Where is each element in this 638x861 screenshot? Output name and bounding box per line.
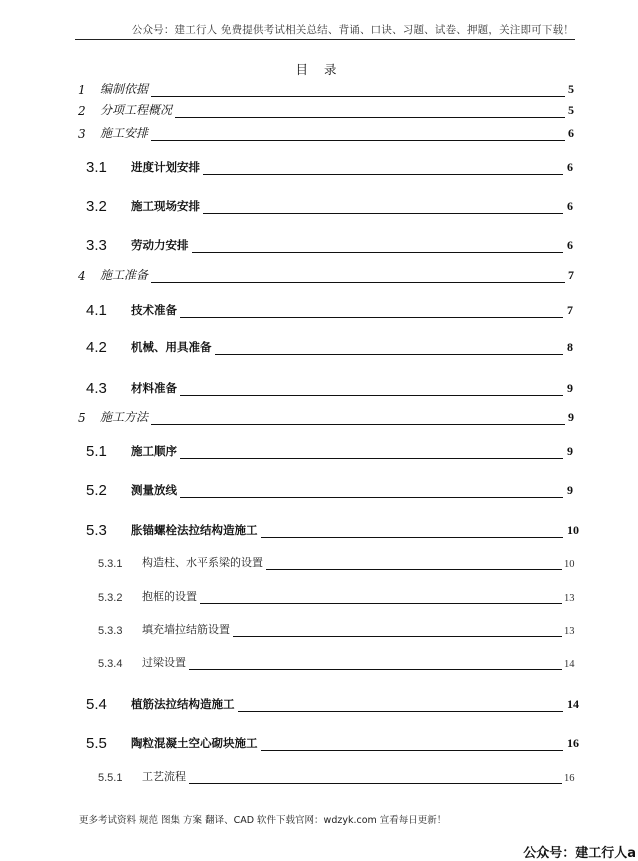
toc-entry-4-3[interactable]: [0, 376, 638, 398]
toc-entry-label: 进度计划安排: [131, 160, 200, 174]
toc-entry-5-2[interactable]: [0, 478, 638, 500]
toc-entry-3[interactable]: [0, 121, 638, 143]
toc-entry-number: 5.3.4: [98, 658, 123, 670]
toc-entry-page-number: 10: [567, 523, 579, 537]
toc-leader-line: [180, 317, 563, 318]
toc-entry-number: 4.1: [86, 302, 107, 319]
toc-entry-label: 施工安排: [100, 126, 149, 140]
toc-entry-label: 抱框的设置: [142, 590, 197, 603]
toc-entry-label: 施工现场安排: [131, 199, 200, 213]
toc-entry-page-number: 7: [567, 303, 573, 317]
toc-entry-label: 过梁设置: [142, 656, 186, 669]
toc-entry-5-5-1[interactable]: [0, 764, 638, 786]
toc-leader-line: [233, 636, 562, 637]
toc-leader-line: [151, 140, 565, 141]
toc-entry-page-number: 14: [564, 659, 575, 670]
toc-entry-label: 测量放线: [131, 483, 177, 497]
toc-entry-5-1[interactable]: [0, 439, 638, 461]
toc-leader-line: [192, 252, 564, 253]
toc-entry-page-number: 9: [567, 483, 573, 497]
toc-entry-4-1[interactable]: [0, 298, 638, 320]
toc-entry-page-number: 8: [567, 340, 573, 354]
toc-leader-line: [203, 213, 563, 214]
toc-entry-5-3-1[interactable]: [0, 550, 638, 572]
toc-entry-number: 5.3: [86, 522, 107, 539]
toc-entry-number: 5.3.1: [98, 558, 123, 570]
toc-entry-label: 植筋法拉结构造施工: [131, 697, 235, 711]
toc-entry-number: 4: [78, 269, 86, 283]
toc-entry-page-number: 9: [567, 381, 573, 395]
toc-entry-page-number: 5: [568, 103, 574, 117]
toc-entry-label: 填充墙拉结筋设置: [142, 623, 230, 636]
toc-entry-4-2[interactable]: [0, 335, 638, 357]
toc-entry-5-4[interactable]: [0, 692, 638, 714]
toc-entry-page-number: 14: [567, 697, 579, 711]
toc-entry-5-3[interactable]: [0, 518, 638, 540]
toc-entry-number: 5.3.3: [98, 625, 123, 637]
toc-leader-line: [180, 497, 563, 498]
toc-entry-label: 劳动力安排: [131, 238, 189, 252]
toc-entry-2[interactable]: [0, 98, 638, 120]
toc-entry-3-1[interactable]: [0, 155, 638, 177]
toc-entry-number: 5.1: [86, 443, 107, 460]
toc-entry-label: 编制依据: [100, 82, 149, 96]
toc-entry-number: 3.1: [86, 159, 107, 176]
toc-entry-1[interactable]: [0, 77, 638, 99]
toc-entry-number: 1: [78, 83, 86, 97]
toc-entry-page-number: 6: [567, 160, 573, 174]
toc-leader-line: [261, 750, 564, 751]
toc-entry-number: 2: [78, 104, 86, 118]
toc-entry-label: 胀锚螺栓法拉结构造施工: [131, 523, 258, 537]
toc-entry-page-number: 6: [567, 199, 573, 213]
toc-entry-number: 3.2: [86, 198, 107, 215]
toc-entry-label: 工艺流程: [142, 770, 186, 783]
toc-leader-line: [175, 117, 565, 118]
toc-entry-page-number: 9: [568, 410, 574, 424]
toc-leader-line: [200, 603, 562, 604]
toc-entry-number: 5: [78, 411, 86, 425]
toc-entry-number: 4.2: [86, 339, 107, 356]
toc-leader-line: [151, 424, 565, 425]
toc-entry-4[interactable]: [0, 263, 638, 285]
toc-entry-label: 施工方法: [100, 410, 149, 424]
toc-entry-5-3-4[interactable]: [0, 650, 638, 672]
toc-entry-page-number: 13: [564, 626, 575, 637]
toc-entry-label: 陶粒混凝土空心砌块施工: [131, 736, 258, 750]
watermark-text: 公众号：建工行人a: [523, 846, 636, 861]
toc-entry-number: 5.2: [86, 482, 107, 499]
toc-entry-label: 施工准备: [100, 268, 149, 282]
toc-entry-label: 构造柱、水平系梁的设置: [142, 556, 263, 569]
header-divider: [75, 39, 575, 40]
toc-entry-page-number: 5: [568, 82, 574, 96]
toc-entry-page-number: 6: [568, 126, 574, 140]
toc-entry-page-number: 6: [567, 238, 573, 252]
toc-entry-3-3[interactable]: [0, 233, 638, 255]
toc-entry-number: 5.5.1: [98, 772, 123, 784]
page-footer: 更多考试资料 规范 图集 方案 翻译、CAD 软件下载官网：wdzyk.com 宣看每日更新！: [79, 815, 447, 826]
toc-entry-label: 材料准备: [131, 381, 177, 395]
toc-entry-label: 机械、用具准备: [131, 340, 212, 354]
toc-entry-page-number: 13: [564, 593, 575, 604]
toc-entry-label: 技术准备: [131, 303, 177, 317]
toc-entry-label: 分项工程概况: [100, 103, 173, 117]
toc-entry-number: 5.5: [86, 735, 107, 752]
toc-leader-line: [180, 458, 563, 459]
toc-leader-line: [151, 282, 565, 283]
toc-leader-line: [151, 96, 565, 97]
toc-entry-page-number: 16: [567, 736, 579, 750]
toc-entry-number: 3.3: [86, 237, 107, 254]
toc-entry-5-3-3[interactable]: [0, 617, 638, 639]
toc-leader-line: [203, 174, 563, 175]
toc-entry-5-5[interactable]: [0, 731, 638, 753]
toc-leader-line: [261, 537, 564, 538]
toc-entry-label: 施工顺序: [131, 444, 177, 458]
toc-entry-page-number: 16: [564, 773, 575, 784]
toc-entry-page-number: 10: [564, 559, 575, 570]
toc-leader-line: [238, 711, 564, 712]
toc-leader-line: [189, 669, 562, 670]
toc-entry-page-number: 7: [568, 268, 574, 282]
toc-leader-line: [266, 569, 562, 570]
toc-entry-5-3-2[interactable]: [0, 584, 638, 606]
toc-entry-number: 5.4: [86, 696, 107, 713]
toc-entry-number: 5.3.2: [98, 592, 123, 604]
page-header: 公众号：建工行人 免费提供考试相关总结、背诵、口诀、习题、试卷、押题，关注即可下载！: [131, 24, 574, 36]
toc-entry-number: 4.3: [86, 380, 107, 397]
toc-entry-page-number: 9: [567, 444, 573, 458]
toc-leader-line: [189, 783, 562, 784]
toc-title: 目 录: [295, 62, 343, 77]
toc-entry-number: 3: [78, 127, 86, 141]
toc-leader-line: [180, 395, 563, 396]
toc-leader-line: [215, 354, 564, 355]
toc-entry-3-2[interactable]: [0, 194, 638, 216]
toc-entry-5[interactable]: [0, 405, 638, 427]
